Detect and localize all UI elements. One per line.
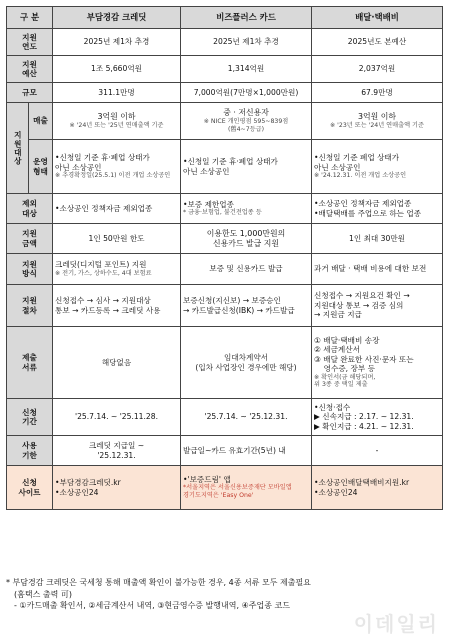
label-scale: 규모	[7, 83, 53, 103]
sales-delivery-main: 3억원 이하	[358, 112, 397, 122]
procedure-credit	[53, 285, 181, 327]
header-burden-credit: 부담경감 크레딧	[53, 7, 181, 29]
procedure-delivery	[312, 285, 443, 327]
label-period: 신청 기간	[7, 399, 53, 436]
method-credit-line1: 크레딧(디지털 포인트) 지원	[55, 260, 147, 270]
row-budget	[7, 56, 443, 83]
usage-credit	[53, 436, 181, 466]
documents-card-line2: (입차 사업장인 경우에만 해당)	[195, 362, 297, 372]
row-source	[7, 29, 443, 56]
label-exclusion: 제외 대상	[7, 194, 53, 224]
status-card-line2: 아닌 소상공인	[183, 166, 230, 176]
exclusion-card-line1: •보증 제한업종	[183, 199, 234, 209]
method-card: 보증 및 신용카드 발급	[181, 254, 312, 285]
exclusion-delivery-line2: •배달택배를 주업으로 하는 업종	[314, 208, 422, 218]
amount-card-line1: 이용한도 1,000만원의	[206, 228, 286, 238]
exclusion-delivery	[312, 194, 443, 224]
amount-card	[181, 224, 312, 254]
exclusion-delivery-line1: •소상공인 정책자금 제외업종	[314, 199, 412, 209]
period-delivery-line2: ▶ 신속지급 : 2.17. ~ 12.31.	[314, 412, 414, 422]
procedure-card-line2: → 카드발급신청(IBK) → 카드발급	[183, 305, 295, 315]
row-method	[7, 254, 443, 285]
status-credit-note: ※ 추경확정일(25.5.1) 이전 개업 소상공인	[55, 172, 171, 180]
row-sales	[7, 103, 443, 140]
header-row	[7, 7, 443, 29]
row-exclusion	[7, 194, 443, 224]
usage-credit-line2: '25.12.31.	[97, 450, 136, 460]
site-card-line1: •'보증드림' 앱	[183, 475, 231, 484]
row-status	[7, 140, 443, 194]
procedure-credit-line2: 통보 → 카드등록 → 크레딧 사용	[55, 305, 161, 315]
label-usage: 사용 기한	[7, 436, 53, 466]
amount-credit: 1인 50만원 한도	[53, 224, 181, 254]
footnote-line3: - ①카드매출 확인서, ②세금계산서 내역, ③현금영수증 발행내역, ④주업종 코드	[14, 601, 290, 611]
sales-card-note: ※ NICE 개인평점 595~839점 (舊4~7등급)	[203, 118, 289, 133]
site-card-line2: *서울지역은 서울신용보증재단 모바일앱	[183, 484, 292, 492]
method-credit-note: ※ 전기, 가스, 상하수도, 4대 보험료	[55, 269, 152, 277]
label-source: 지원 연도	[7, 29, 53, 56]
label-amount: 지원 금액	[7, 224, 53, 254]
footnote-line1: * 부담경감 크레딧은 국세청 통해 매출액 확인이 불가능한 경우, 4종 서류 모두 제출필요	[6, 578, 311, 587]
site-credit-line1: •부담경감크레딧.kr	[55, 478, 121, 488]
budget-delivery: 2,037억원	[312, 56, 443, 83]
budget-card: 1,314억원	[181, 56, 312, 83]
source-card: 2025년 제1차 추경	[181, 29, 312, 56]
period-delivery-line3: ▶ 확인지급 : 4.21. ~ 12.31.	[314, 421, 414, 431]
documents-delivery-note2: 위 3종 중 택일 제출	[314, 381, 368, 389]
site-card	[181, 466, 312, 510]
exclusion-card-line2: * 금융·보험업, 불건전업종 등	[183, 209, 262, 217]
site-delivery-line2: •소상공인24	[314, 487, 358, 497]
sales-card-main: 중 · 저신용자	[223, 108, 269, 118]
sales-credit	[53, 103, 181, 140]
label-sales: 매출	[29, 103, 53, 140]
header-bizplus-card: 비즈플러스 카드	[181, 7, 312, 29]
budget-credit: 1조 5,660억원	[53, 56, 181, 83]
site-delivery-line1: •소상공인배달택배비지원.kr	[314, 478, 410, 488]
period-delivery	[312, 399, 443, 436]
sales-credit-note: ※ '24년 또는 '25년 연매출액 기준	[69, 122, 164, 130]
documents-delivery-item1: ① 배달·택배비 송장	[314, 335, 380, 345]
procedure-delivery-line2: 지원대상 통보 → 검증 심의	[314, 300, 404, 310]
sales-delivery-note: ※ '23년 또는 '24년 연매출액 기준	[330, 122, 424, 130]
method-delivery: 과거 배달 · 택배 비용에 대한 보전	[312, 254, 443, 285]
label-status: 운영 형태	[29, 140, 53, 194]
label-method: 지원 방식	[7, 254, 53, 285]
status-delivery-line2: 아닌 소상공인	[314, 162, 361, 172]
procedure-credit-line1: 신청접수 → 심사 → 지원대상	[55, 296, 151, 306]
procedure-card-line1: 보증신청(지신보) → 보증승인	[183, 296, 281, 306]
header-category: 구 분	[7, 7, 53, 29]
documents-credit: 해당없음	[53, 327, 181, 399]
header-delivery-fee: 배달·택배비	[312, 7, 443, 29]
period-card: '25.7.14. ~ '25.12.31.	[181, 399, 312, 436]
usage-delivery: -	[312, 436, 443, 466]
documents-delivery-item4: 영수증, 장부 등	[314, 364, 375, 374]
label-documents: 제출 서류	[7, 327, 53, 399]
status-credit-line1: •신청일 기준 휴·폐업 상태가	[55, 153, 150, 163]
status-credit	[53, 140, 181, 194]
label-site: 신청 사이트	[7, 466, 53, 510]
status-card	[181, 140, 312, 194]
row-period	[7, 399, 443, 436]
amount-delivery: 1인 최대 30만원	[312, 224, 443, 254]
row-usage	[7, 436, 443, 466]
documents-card-line1: 임대차계약서	[224, 353, 269, 363]
period-credit: '25.7.14. ~ '25.11.28.	[53, 399, 181, 436]
status-delivery	[312, 140, 443, 194]
site-delivery	[312, 466, 443, 510]
usage-credit-line1: 크레딧 지급일 ~	[88, 441, 145, 451]
sales-card	[181, 103, 312, 140]
label-target: 지원대상	[7, 103, 29, 194]
exclusion-card	[181, 194, 312, 224]
source-delivery: 2025년도 본예산	[312, 29, 443, 56]
label-procedure: 지원 절차	[7, 285, 53, 327]
row-procedure	[7, 285, 443, 327]
status-delivery-line1: •신청일 기준 폐업 상태가	[314, 153, 400, 163]
exclusion-credit: •소상공인 정책자금 제외업종	[53, 194, 181, 224]
method-credit	[53, 254, 181, 285]
row-scale	[7, 83, 443, 103]
sales-credit-main: 3억원 이하	[97, 112, 136, 122]
scale-delivery: 67.9만명	[312, 83, 443, 103]
procedure-delivery-line3: → 지원금 지급	[314, 310, 362, 320]
procedure-delivery-line1: 신청접수 → 지원요건 확인 →	[314, 291, 410, 301]
comparison-table	[6, 6, 443, 510]
site-credit-line2: •소상공인24	[55, 487, 99, 497]
status-card-line1: •신청일 기준 휴·폐업 상태가	[183, 157, 278, 167]
label-budget: 지원 예산	[7, 56, 53, 83]
procedure-card	[181, 285, 312, 327]
documents-delivery-item2: ② 세금계산서	[314, 345, 360, 355]
source-credit: 2025년 제1차 추경	[53, 29, 181, 56]
site-card-line3: 경기도지역은 'Easy One'	[183, 492, 254, 500]
usage-card: 발급일~카드 유효기간(5년) 내	[181, 436, 312, 466]
period-delivery-line1: •신청·접수	[314, 402, 351, 412]
watermark: 이데일리	[353, 612, 439, 636]
scale-credit: 311.1만명	[53, 83, 181, 103]
sales-delivery	[312, 103, 443, 140]
row-amount	[7, 224, 443, 254]
row-documents	[7, 327, 443, 399]
scale-card: 7,000억원(7만명×1,000만원)	[181, 83, 312, 103]
amount-card-line2: 신용카드 발급 지원	[213, 238, 280, 248]
status-credit-line2: 아닌 소상공인	[55, 162, 102, 172]
documents-delivery-item3: ③ 배달 완료한 사진·문자 또는	[314, 354, 414, 364]
documents-card	[181, 327, 312, 399]
documents-delivery	[312, 327, 443, 399]
status-delivery-note: ※ '24.12.31. 이전 개업 소상공인	[314, 172, 407, 180]
documents-delivery-note1: ※ 확인서(금 해당되며,	[314, 373, 376, 381]
footnote-line2: (홈택스 출력 可)	[14, 589, 72, 599]
footnotes	[6, 577, 442, 612]
site-credit	[53, 466, 181, 510]
row-site	[7, 466, 443, 510]
